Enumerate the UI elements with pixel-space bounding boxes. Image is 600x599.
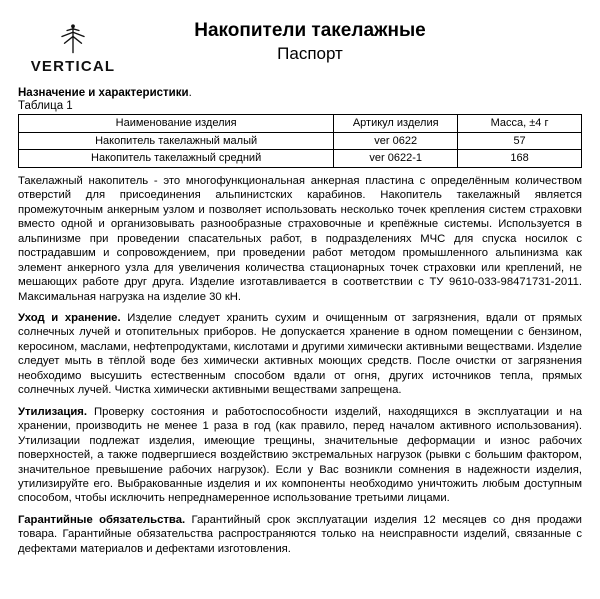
document-header [0,0,600,75]
paragraph-text: Такелажный накопитель - это многофункциональная анкерная пластина с определённым количеством отверстий для присоединения альпинистских карабинов. Накопитель такелажный является промежуточным анкерным узлом и позволяет использовать несколько точек крепления систем страховки вместо одной и организовывать разнообразные страховочные и крепёжные системы. Используется в альпинизме при проведении спасательных работ, в подразделениях МЧС для спуска носилок с пострадавшим и сопровождением, при проведении работ методом промышленного альпинизма как элемент анкерного узла для увеличения количества стационарных точек страховки или креплений, не мешающих работе друг друга. Изделие изготавливается в соответствии с ТУ 9610-033-98471731-2011. Максимальная нагрузка на изделие 30 кН. [18,174,582,303]
page-subtitle: Паспорт [277,43,343,63]
vertical-tree-logo-icon [56,22,90,56]
paragraph-lead: Уход и хранение. [18,312,121,324]
paragraph-lead: Гарантийные обязательства. [18,513,186,526]
cell-article: ver 0622-1 [334,150,458,168]
table-row [19,132,582,150]
purpose-heading [18,87,582,99]
paragraph-text: Изделие следует хранить сухим и очищенным от загрязнения, вдали от прямых солнечных лучей и отопительных приборов. Не допускается хранение в одном помещении с бензином, керосином, маслами, нефтепродуктами, кислотами и другими химически активными веществами. Изделие следует мыть в тёплой воде без химически активных моющих средств. После очистки от загрязнения необходимо высушить естественным способом вдали от огня, других источников тепла, прямых солнечных лучей. Чистка химически активными веществами запрещена. [18,312,582,397]
brand-name: VERTICAL [30,58,116,75]
table-caption: Таблица 1 [18,100,73,112]
table-header-row [19,115,582,133]
cell-product-name: Накопитель такелажный средний [19,150,334,168]
table-row [19,150,582,168]
paragraph-disposal [18,405,582,506]
paragraph-text: Проверку состояния и работоспособности изделий, находящихся в эксплуатации и на хранении, производить не менее 1 раза в год (как правило, перед началом активного использования). Утилизации подлежат изделия, имеющие трещины, значительные деформации и износ рабочих поверхностей, а также подвергшиеся воздействию экстремальных нагрузок (рывки с большим фактором, значительное превышение рабочих нагрузок). Если у Вас возникли сомнения в надежности изделия, утилизируйте его. Выбракованные изделия и их компоненты необходимо уничтожить любым доступным способом, чтобы исключить непреднамеренное использование третьими лицами. [18,405,582,505]
page-title: Накопители такелажные [194,20,426,41]
paragraph-care-storage [18,311,582,398]
brand-logo [18,14,128,75]
paragraph-warranty [18,513,582,556]
paragraph-description [18,174,582,304]
cell-mass: 57 [458,132,582,150]
cell-article: ver 0622 [334,132,458,150]
document-body [0,87,600,556]
column-header-mass: Масса, ±4 г [458,115,582,133]
title-block [128,14,582,64]
specifications-table [18,114,582,168]
cell-product-name: Накопитель такелажный малый [19,132,334,150]
column-header-article: Артикул изделия [334,115,458,133]
cell-mass: 168 [458,150,582,168]
logo-dot-icon [71,24,75,28]
purpose-heading-suffix: . [188,87,192,99]
paragraph-text: Гарантийный срок эксплуатации изделия 12 месяцев со дня продажи товара. Гарантийные обязательства распространяются только на неисправности изделий, связанные с дефектами материалов и дефектами изготовления. [18,513,582,555]
purpose-heading-text: Назначение и характеристики [18,87,189,99]
column-header-name: Наименование изделия [19,115,334,133]
paragraph-lead: Утилизация. [18,405,87,418]
